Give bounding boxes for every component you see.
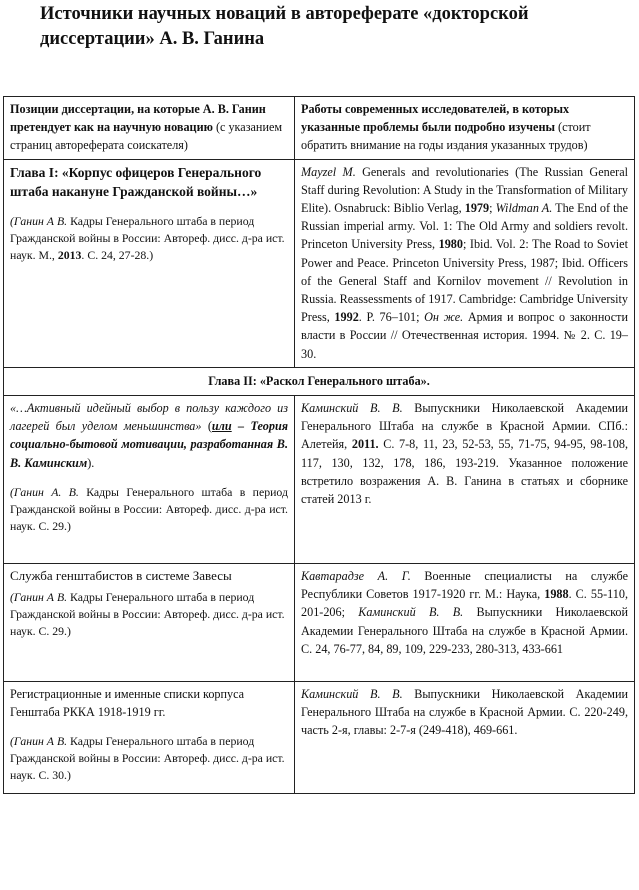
ref-text: Армия и вопрос о законности власти в России // Отечественная история. 1994. № 2. С. 19–30. (301, 310, 629, 361)
header-left-bold: Позиции диссертации, на которые А. В. Ганин претендует как на научную новацию (10, 102, 266, 135)
split-right-cell (295, 396, 635, 564)
ref-year: 1992 (334, 310, 359, 325)
chapter2-label: Глава II (208, 373, 253, 388)
table-row-zavesa (4, 564, 635, 682)
ref-author: Каминский В. В. (358, 605, 464, 620)
ref-year: 1980 (438, 237, 463, 252)
page-title: Источники научных новаций в автореферате «докторской диссертации» А. В. Ганина (40, 4, 529, 49)
ref-author: Кавтарадзе А. Г. (301, 569, 411, 584)
split-paren-close: ). (87, 455, 95, 470)
chapter1-left-cell (4, 159, 295, 367)
sources-table (3, 96, 635, 794)
ref-text: . P. 76–101; (358, 310, 425, 325)
ref-year: 2011. (351, 437, 379, 452)
header-right-normal: (стоит обратить внимание на годы издания указанных трудов) (301, 120, 591, 153)
chapter1-cite-pages: . С. 24, 27-28.) (81, 247, 154, 262)
ref-text: ; Ibid. Vol. 2: The Road to Soviet Power and Peace. Princeton University Press, 1987; Ibid. Officers of the General Staff and Kornilov movement // Revolution in Russia. Reassessments of 1917. Cambridge: Cambridge University Press, (301, 237, 628, 325)
chapter1-title: : «Корпус офицеров Генерального штаба накануне Гражданской войны…» (10, 164, 262, 199)
split-cite-text: Кадры Генерального штаба в период Гражданской войны в России: Автореф. дисс. д-ра ист. наук. С. 29.) (10, 484, 288, 533)
lists-title: Регистрационные и именные списки корпуса Генштаба РККА 1918-1919 гг. (10, 687, 245, 720)
table-row-chapter2-heading (4, 367, 635, 395)
ref-text: Военные специалисты на службе Республики Советов 1917-1920 гг. М.: Наука, (301, 569, 629, 602)
chapter1-citation (10, 213, 288, 264)
zavesa-citation (10, 589, 288, 640)
header-right-cell (295, 97, 635, 160)
ref-text: Generals and revolutionaries (The Russian General Staff during Revolution: A Study in the Transformation of Military Elite). Osnabruck: Biblio Verlag, (301, 164, 628, 216)
header-left-cell (4, 97, 295, 160)
zavesa-cite-author: (Ганин А В. (10, 590, 68, 605)
lists-right-cell (295, 682, 635, 794)
ref-text: Выпускники Николаевской Академии Генерального Штаба на службе в Красной Армии. СПб.: Алетейя, (301, 401, 628, 452)
lists-left-cell (4, 682, 295, 794)
chapter1-label: Глава I (10, 164, 55, 180)
zavesa-cite-text: Кадры Генерального штаба в период Гражданской войны в России: Автореф. дисс. д-ра ист. наук. С. 29.) (10, 590, 285, 639)
chapter1-cite-text: Кадры Генерального штаба в период Гражданской войны в России: Автореф. дисс. д-ра ист. наук. М., (10, 213, 285, 262)
split-paren-open: ( (201, 419, 212, 434)
ref-text: . С. 55-110, 201-206; (301, 587, 628, 620)
chapter1-cite-year: 2013 (57, 247, 82, 262)
table-header-row (4, 97, 635, 160)
ref-author: Каминский В. В. (301, 401, 403, 416)
lists-cite-text: Кадры Генерального штаба в период Гражданской войны в России: Автореф. дисс. д-ра ист. наук. С. 30.) (10, 734, 285, 783)
ref-text: Выпускники Николаевской Академии Генерального Штаба на службе в Красной Армии. С. 220-249, часть 2-я, главы: 2-7-я (249-418), 469-661. (301, 687, 628, 738)
chapter2-heading (4, 367, 635, 395)
ref-author: Wildman A. (495, 201, 553, 216)
ref-year: 1988 (544, 587, 569, 602)
ref-sep: ; (489, 201, 496, 216)
ref-text: Выпускники Николаевской Академии Генерального Штаба на службе в Красной Армии. С. 24, 76-77, 84, 89, 109, 229-233, 280-313, 433-661 (301, 605, 628, 656)
ref-author: Каминский В. В. (301, 687, 403, 702)
table-row-lists (4, 682, 635, 794)
table-row-split (4, 396, 635, 564)
table-row-chapter1 (4, 159, 635, 367)
header-left-normal: (с указанием страниц автореферата соискателя) (10, 120, 283, 153)
chapter2-title: : «Раскол Генерального штаба». (252, 373, 430, 388)
split-thesis (10, 399, 288, 472)
lists-cite-author: (Ганин А В. (10, 734, 68, 749)
chapter1-heading (10, 163, 288, 201)
split-cite-author: (Ганин А. В. (10, 484, 79, 499)
lists-citation (10, 733, 288, 784)
split-ili: или (211, 419, 232, 434)
zavesa-right-cell (295, 564, 635, 682)
ref-author: Mayzel M. (301, 164, 356, 179)
split-theory: – Теория социально-бытовой мотивации, разработанная В. В. Каминским (10, 419, 289, 470)
chapter1-cite-author: (Ганин А В. (10, 213, 71, 228)
ref-text: The End of the Russian imperial army. Vol. 1: The Old Army and soldiers revolt. Princeton University Press, (301, 201, 628, 252)
split-citation (10, 484, 288, 535)
chapter1-right-cell (295, 159, 635, 367)
ref-text: С. 7-8, 11, 23, 52-53, 55, 71-75, 94-95, 98-108, 117, 130, 132, 178, 186, 193-219. Указанное положение встретило возражения А. В. Ганина в статьях и сборнике статей 2013 г. (301, 437, 628, 507)
zavesa-left-cell (4, 564, 295, 682)
zavesa-title: Служба генштабистов в системе Завесы (10, 568, 232, 584)
split-left-cell (4, 396, 295, 564)
ref-author: Он же. (424, 310, 464, 325)
split-quote: «…Активный идейный выбор в пользу каждого из лагерей был уделом меньшинства» (10, 401, 288, 434)
header-right-bold: Работы современных исследователей, в которых указанные проблемы были подробно изучены (301, 102, 570, 135)
ref-year: 1979 (464, 201, 490, 216)
